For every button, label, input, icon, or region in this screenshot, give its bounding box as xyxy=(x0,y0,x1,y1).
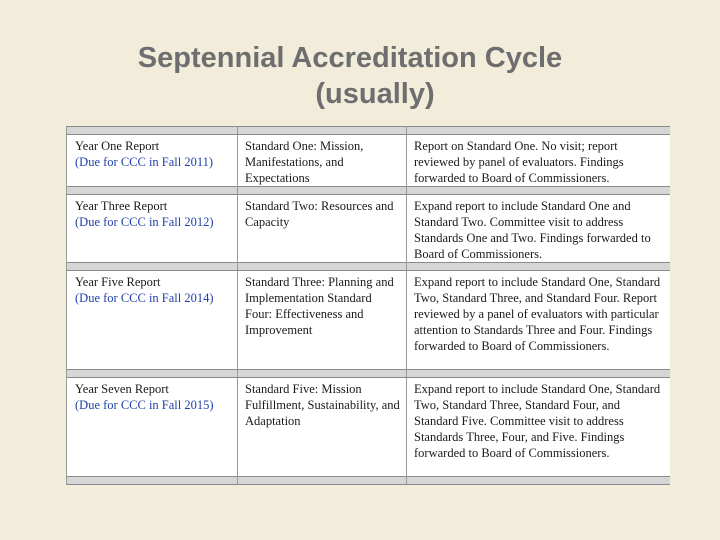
description-cell: Expand report to include Standard One and Standard Two. Committee visit to address Standards One and Two. Findings forwarded to Board of Commissioners. xyxy=(407,195,671,263)
report-title: Year One Report xyxy=(75,139,160,153)
report-cell xyxy=(67,378,238,477)
standard-cell: Standard Two: Resources and Capacity xyxy=(238,195,407,263)
report-cell xyxy=(67,135,238,187)
report-due-date: (Due for CCC in Fall 2014) xyxy=(75,291,214,305)
report-due-date: (Due for CCC in Fall 2015) xyxy=(75,398,214,412)
table-row xyxy=(67,135,671,187)
table-row xyxy=(67,195,671,263)
report-cell xyxy=(67,271,238,370)
standard-cell: Standard One: Mission, Manifestations, and Expectations xyxy=(238,135,407,187)
row-separator xyxy=(67,187,671,195)
slide-title xyxy=(0,40,720,112)
report-due-date: (Due for CCC in Fall 2011) xyxy=(75,155,214,169)
slide-title-line2: (usually) xyxy=(315,78,435,110)
row-separator xyxy=(67,370,671,378)
row-separator xyxy=(67,263,671,271)
description-cell: Expand report to include Standard One, Standard Two, Standard Three, and Standard Four. Report reviewed by a panel of evaluators with particular attention to Standards Three and Four. Findings forwarded to Board of Commissioners. xyxy=(407,271,671,370)
table-row xyxy=(67,271,671,370)
table-row xyxy=(67,378,671,477)
accreditation-table xyxy=(66,126,670,485)
report-cell xyxy=(67,195,238,263)
row-separator xyxy=(67,477,671,485)
report-title: Year Five Report xyxy=(75,275,161,289)
standard-cell: Standard Five: Mission Fulfillment, Sustainability, and Adaptation xyxy=(238,378,407,477)
report-due-date: (Due for CCC in Fall 2012) xyxy=(75,215,214,229)
report-title: Year Three Report xyxy=(75,199,168,213)
description-cell: Expand report to include Standard One, Standard Two, Standard Three, Standard Four, and Standard Five. Committee visit to address Standards Three, Four, and Five. Findings forwarded to Board of Commissioners. xyxy=(407,378,671,477)
description-cell: Report on Standard One. No visit; report reviewed by panel of evaluators. Findings forwarded to Board of Commissioners. xyxy=(407,135,671,187)
accreditation-table-grid xyxy=(66,126,670,485)
slide-title-line1: Septennial Accreditation Cycle xyxy=(137,42,563,74)
standard-cell: Standard Three: Planning and Implementation Standard Four: Effectiveness and Improvement xyxy=(238,271,407,370)
report-title: Year Seven Report xyxy=(75,382,169,396)
row-separator xyxy=(67,127,671,135)
